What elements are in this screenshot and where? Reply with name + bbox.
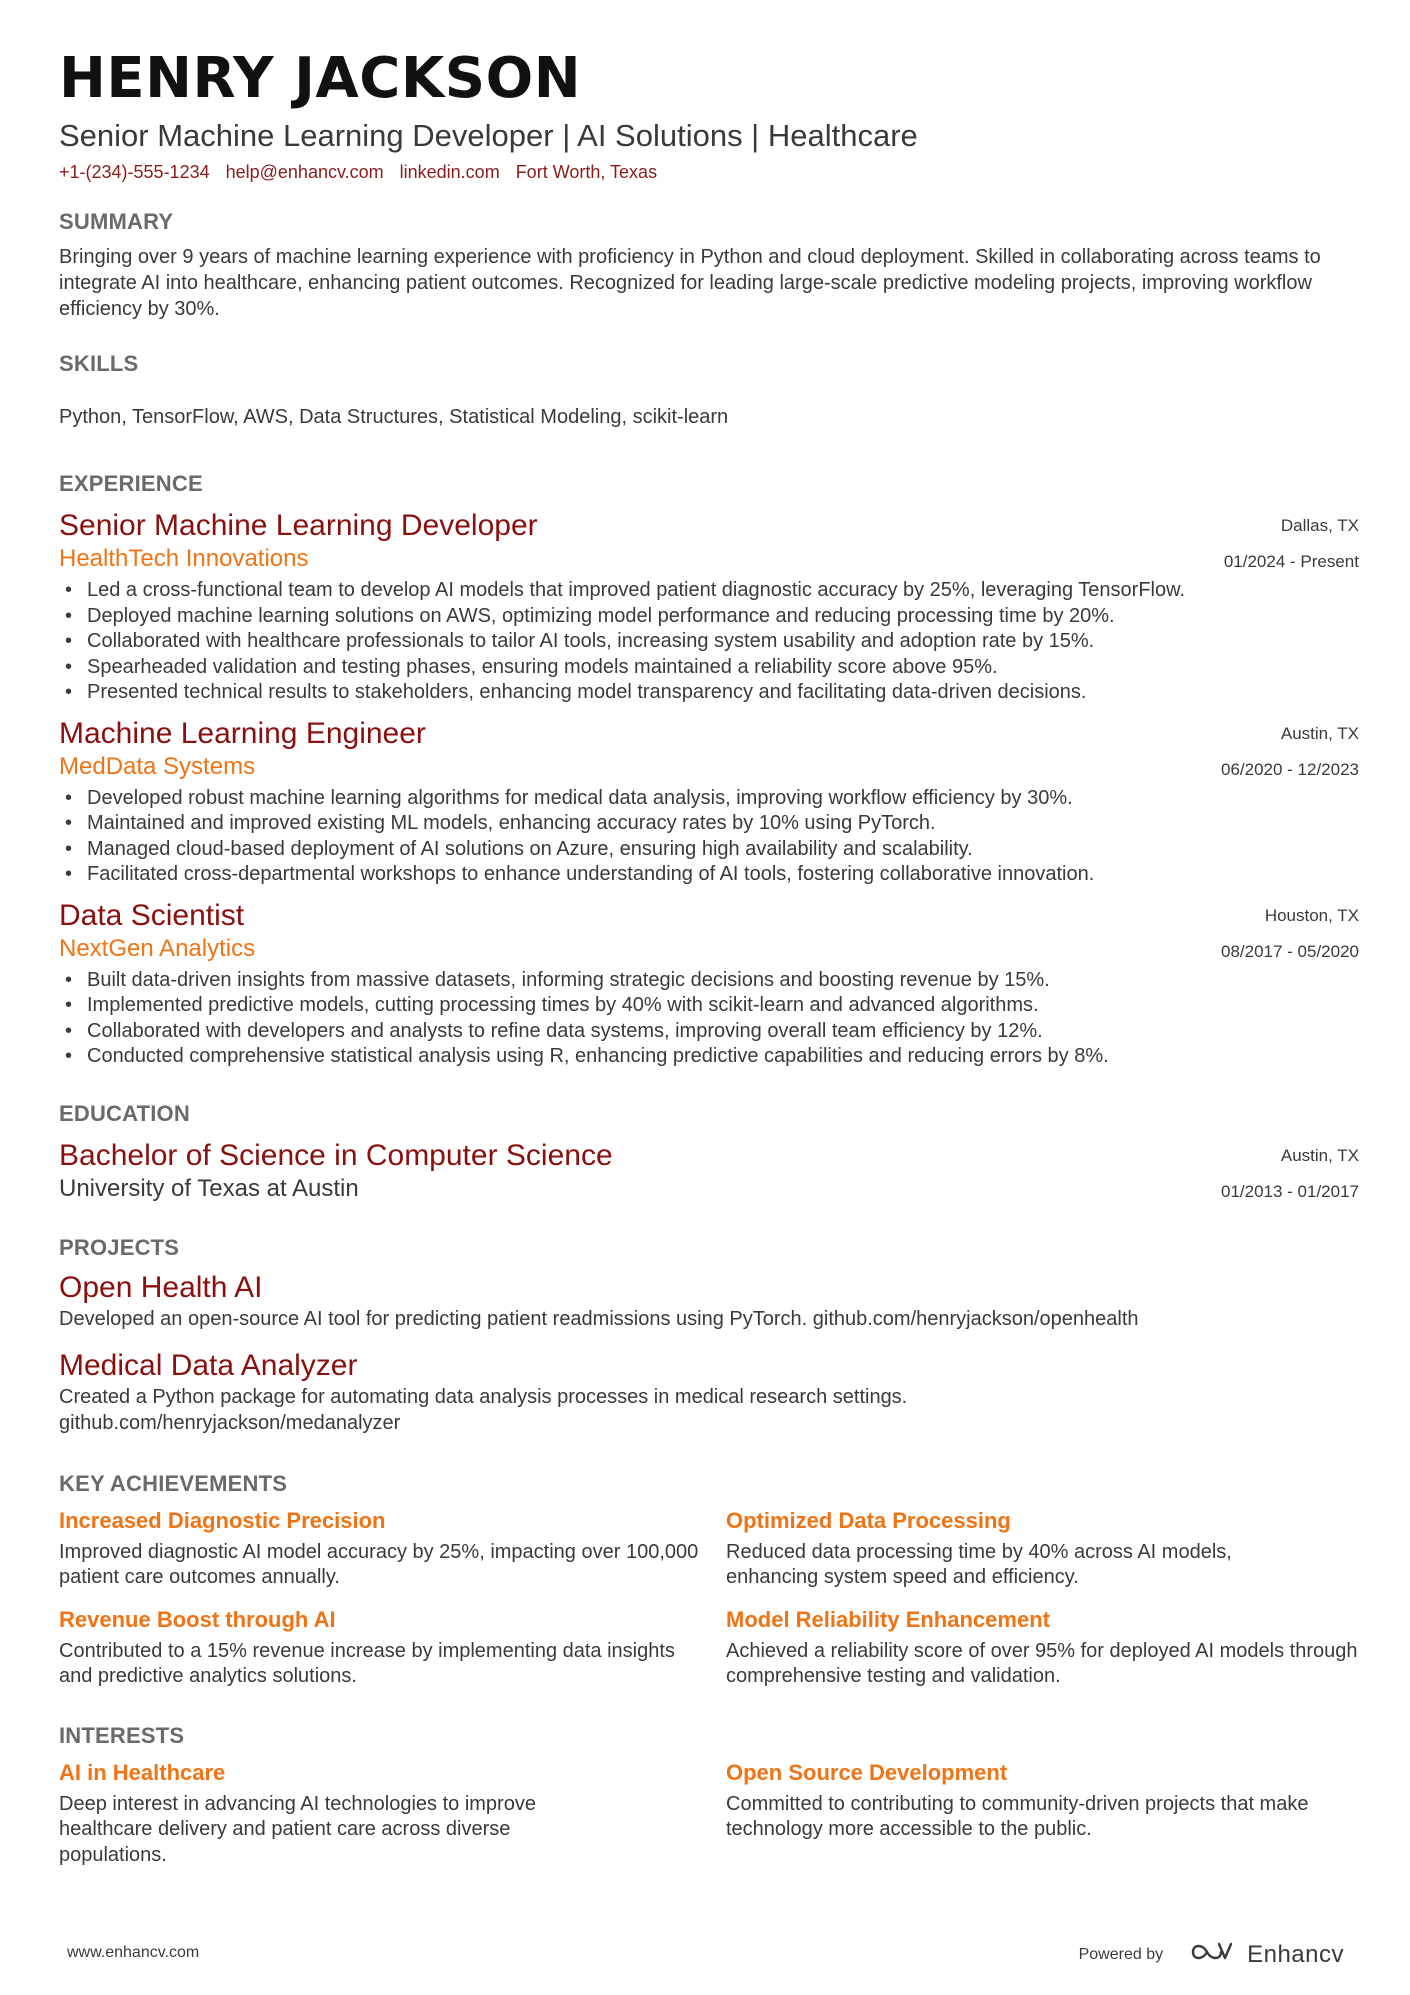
achievement-text: Achieved a reliability score of over 95% for deployed AI models through comprehensive testing and validation.: [726, 1639, 1358, 1687]
bullet-item: • Managed cloud-based deployment of AI solutions on Azure, ensuring high availability and scalability.: [59, 837, 1359, 863]
education-entry: [59, 1138, 1359, 1204]
job-dates: 06/2020 - 12/2023: [1220, 759, 1359, 779]
interest-title: Open Source Development: [726, 1759, 1008, 1785]
achievement-title: Revenue Boost through AI: [59, 1606, 336, 1632]
school-name: University of Texas at Austin: [59, 1174, 359, 1202]
job-title: Data Scientist: [59, 898, 245, 932]
bullet-item: • Collaborated with healthcare professionals to tailor AI tools, increasing system usability and adoption rate by 15%.: [59, 629, 1359, 655]
bullet-item: • Deployed machine learning solutions on AWS, optimizing model performance and reducing processing time by 20%.: [59, 604, 1359, 630]
job-dates: 01/2024 - Present: [1223, 552, 1359, 571]
interest-title: AI in Healthcare: [59, 1759, 226, 1785]
section-title-skills: SKILLS: [59, 351, 139, 376]
project-title: Open Health AI: [59, 1270, 263, 1304]
bullet-item: • Facilitated cross-departmental workshops to enhance understanding of AI tools, fostering collaborative innovation.: [59, 862, 1359, 888]
experience-entry: [59, 716, 1359, 888]
project-description: Developed an open-source AI tool for predicting patient readmissions using PyTorch. github.com/henryjackson/openhealth: [59, 1307, 1139, 1330]
resume-page: [59, 44, 1359, 1868]
achievement-title: Increased Diagnostic Precision: [59, 1507, 386, 1533]
degree-title: Bachelor of Science in Computer Science: [59, 1138, 613, 1172]
achievement-item: [726, 1506, 1359, 1591]
interest-text: Deep interest in advancing AI technologies to improve healthcare delivery and patient care across diverse populations.: [59, 1792, 536, 1866]
education-location: Austin, TX: [1280, 1145, 1359, 1165]
footer: [0, 1940, 1410, 1970]
experience-section: [59, 470, 1359, 1070]
achievements-grid: [59, 1506, 1359, 1690]
interest-text: Committed to contributing to community-driven projects that make technology more accessible to the public.: [726, 1792, 1309, 1840]
bullet-item: • Implemented predictive models, cutting processing times by 40% with scikit-learn and advanced algorithms.: [59, 993, 1359, 1019]
section-title-projects: PROJECTS: [59, 1234, 180, 1260]
project-entry: [59, 1348, 1359, 1436]
email-link[interactable]: help@enhancv.com: [225, 162, 384, 182]
job-location: Austin, TX: [1280, 723, 1359, 743]
job-bullets: [59, 578, 1359, 706]
achievement-title: Model Reliability Enhancement: [726, 1606, 1050, 1632]
education-dates: 01/2013 - 01/2017: [1220, 1181, 1359, 1201]
education-meta: [1221, 1138, 1359, 1210]
interest-item: [726, 1758, 1359, 1869]
achievement-text: Reduced data processing time by 40% across AI models, enhancing system speed and efficiency.: [726, 1540, 1232, 1588]
projects-section: [59, 1234, 1359, 1436]
job-dates: 08/2017 - 05/2020: [1220, 941, 1359, 961]
achievement-text: Improved diagnostic AI model accuracy by 25%, impacting over 100,000 patient care outcomes annually.: [59, 1540, 699, 1588]
job-location: Houston, TX: [1264, 905, 1359, 925]
enhancv-logo-icon: [1189, 1940, 1233, 1969]
section-title-summary: SUMMARY: [59, 209, 174, 234]
headline: Senior Machine Learning Developer | AI Solutions | Healthcare: [59, 118, 918, 153]
achievement-item: [59, 1605, 726, 1690]
bullet-item: • Built data-driven insights from massive datasets, informing strategic decisions and boosting revenue by 15%.: [59, 968, 1359, 994]
interests-section: [59, 1722, 1359, 1869]
section-title-experience: EXPERIENCE: [59, 471, 203, 496]
interests-grid: [59, 1758, 1359, 1869]
experience-entry: [59, 898, 1359, 1070]
linkedin-link[interactable]: linkedin.com: [399, 162, 500, 182]
achievement-title: Optimized Data Processing: [726, 1507, 1011, 1533]
bullet-item: • Led a cross-functional team to develop AI models that improved patient diagnostic accuracy by 25%, leveraging TensorFlow.: [59, 578, 1359, 604]
candidate-name: HENRY JACKSON: [59, 46, 582, 111]
company-name: HealthTech Innovations: [59, 545, 309, 572]
education-section: [59, 1100, 1359, 1204]
bullet-item: • Developed robust machine learning algorithms for medical data analysis, improving workflow efficiency by 30%.: [59, 786, 1359, 812]
job-title: Machine Learning Engineer: [59, 716, 426, 750]
section-title-interests: INTERESTS: [59, 1722, 185, 1748]
job-location: Dallas, TX: [1280, 516, 1359, 535]
project-description: Created a Python package for automating data analysis processes in medical research settings. github.com/henryjackson/medanalyzer: [59, 1385, 908, 1434]
job-meta: [1221, 716, 1359, 788]
skills-text: Python, TensorFlow, AWS, Data Structures, Statistical Modeling, scikit-learn: [59, 406, 729, 428]
section-title-achievements: KEY ACHIEVEMENTS: [59, 1470, 288, 1496]
experience-entry: [59, 508, 1359, 706]
achievement-item: [726, 1605, 1359, 1690]
powered-by-text: Powered by: [1078, 1945, 1164, 1963]
location-text: Fort Worth, Texas: [515, 162, 658, 182]
bullet-item: • Maintained and improved existing ML models, enhancing accuracy rates by 10% using PyTorch.: [59, 811, 1359, 837]
job-bullets: [59, 786, 1359, 888]
company-name: NextGen Analytics: [59, 934, 256, 962]
summary-text: Bringing over 9 years of machine learning experience with proficiency in Python and cloud deployment. Skilled in collaborating across teams to integrate AI into healthcare, enhancing patient outcomes. Recognized for leading large-scale predictive modeling projects, improving workflow efficiency by 30%.: [59, 246, 1321, 320]
phone-link[interactable]: +1-(234)-555-1234: [59, 162, 210, 182]
footer-website-link[interactable]: www.enhancv.com: [67, 1944, 200, 1961]
achievement-item: [59, 1506, 726, 1591]
project-title: Medical Data Analyzer: [59, 1348, 358, 1382]
section-title-education: EDUCATION: [59, 1100, 190, 1126]
achievement-text: Contributed to a 15% revenue increase by implementing data insights and predictive analytics solutions.: [59, 1639, 675, 1687]
job-meta: [1221, 898, 1359, 970]
project-entry: [59, 1270, 1359, 1332]
company-name: MedData Systems: [59, 752, 256, 780]
enhancv-brand-name: Enhancv: [1247, 1940, 1344, 1968]
achievements-section: [59, 1470, 1359, 1690]
contact-info: [59, 160, 1359, 184]
job-meta: [1224, 508, 1359, 580]
bullet-item: • Conducted comprehensive statistical analysis using R, enhancing predictive capabilities and reducing errors by 8%.: [59, 1044, 1359, 1070]
summary-section: [59, 208, 1359, 322]
footer-branding: [1079, 1940, 1344, 1969]
interest-item: [59, 1758, 726, 1869]
bullet-item: • Presented technical results to stakeholders, enhancing model transparency and facilitating data-driven decisions.: [59, 680, 1359, 706]
bullet-item: • Collaborated with developers and analysts to refine data systems, improving overall team efficiency by 12%.: [59, 1019, 1359, 1045]
job-bullets: [59, 968, 1359, 1070]
skills-section: [59, 350, 1359, 430]
job-title: Senior Machine Learning Developer: [59, 509, 538, 542]
bullet-item: • Spearheaded validation and testing phases, ensuring models maintained a reliability score above 95%.: [59, 655, 1359, 681]
